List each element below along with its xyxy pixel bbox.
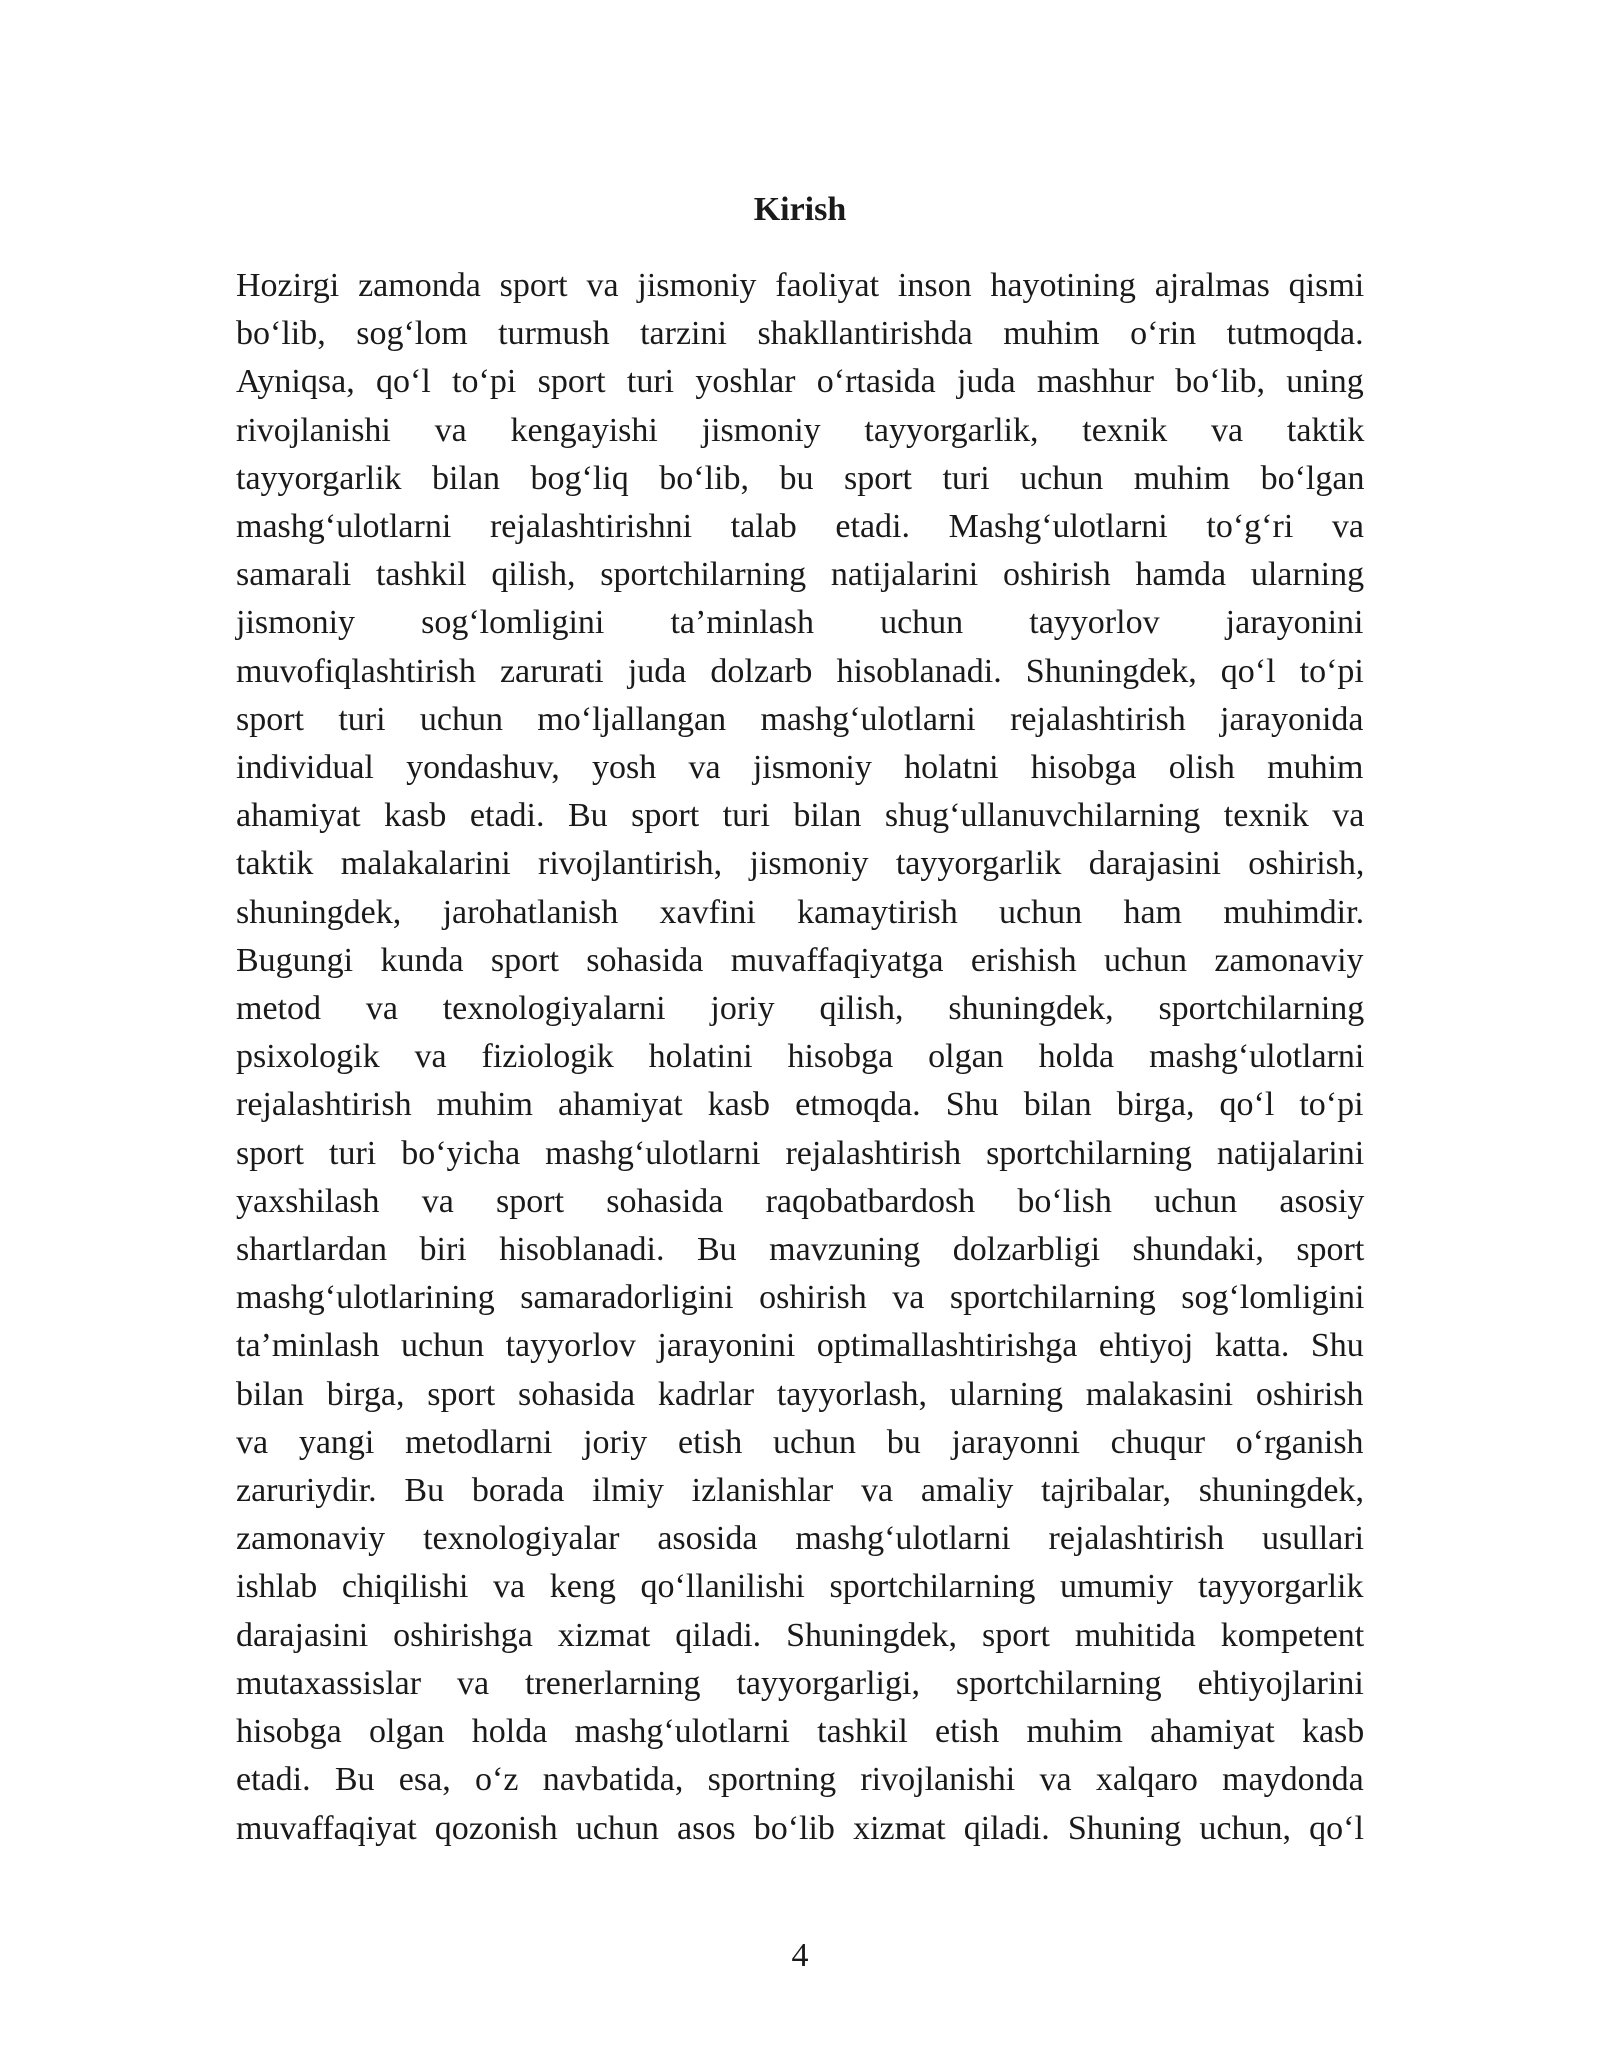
- text-line: sport turi bo‘yicha mashg‘ulotlarni rejalashtirish sportchilarning natijalarini: [236, 1134, 1365, 1172]
- text-line: zaruriydir. Bu borada ilmiy izlanishlar va amaliy tajribalar, shuningdek,: [236, 1472, 1364, 1510]
- text-line: bo‘lib, sog‘lom turmush tarzini shakllantirishda muhim o‘rin tutmoqda.: [236, 315, 1364, 353]
- text-line: sport turi uchun mo‘ljallangan mashg‘ulotlarni rejalashtirish jarayonida: [236, 700, 1364, 738]
- text-line: ishlab chiqilishi va keng qo‘llanilishi sportchilarning umumiy tayyorgarlik: [236, 1568, 1364, 1606]
- text-line: taktik malakalarini rivojlantirish, jismoniy tayyorgarlik darajasini oshirish,: [236, 845, 1365, 883]
- text-line: zamonaviy texnologiyalar asosida mashg‘ulotlarni rejalashtirish usullari: [236, 1520, 1365, 1558]
- text-line: metod va texnologiyalarni joriy qilish, shuningdek, sportchilarning: [236, 990, 1365, 1028]
- text-line: ahamiyat kasb etadi. Bu sport turi bilan shug‘ullanuvchilarning texnik va: [236, 797, 1365, 835]
- text-line: psixologik va fiziologik holatini hisobga olgan holda mashg‘ulotlarni: [236, 1038, 1365, 1076]
- text-line: muvofiqlashtirish zarurati juda dolzarb hisoblanadi. Shuningdek, qo‘l to‘pi: [236, 652, 1364, 690]
- text-line: yaxshilash va sport sohasida raqobatbardosh bo‘lish uchun asosiy: [236, 1182, 1365, 1220]
- text-line: individual yondashuv, yosh va jismoniy holatni hisobga olish muhim: [236, 749, 1364, 787]
- page-title: Kirish: [753, 191, 847, 228]
- text-line: tayyorgarlik bilan bog‘liq bo‘lib, bu sport turi uchun muhim bo‘lgan: [236, 459, 1365, 497]
- text-line: bilan birga, sport sohasida kadrlar tayyorlash, ularning malakasini oshirish: [236, 1375, 1364, 1413]
- text-line: va yangi metodlarni joriy etish uchun bu jarayonni chuqur o‘rganish: [236, 1423, 1364, 1461]
- text-line: Bugungi kunda sport sohasida muvaffaqiyatga erishish uchun zamonaviy: [236, 941, 1364, 979]
- page-number: 4: [791, 1937, 809, 1974]
- text-line: jismoniy sog‘lomligini ta’minlash uchun tayyorlov jarayonini: [236, 604, 1364, 642]
- text-line: Ayniqsa, qo‘l to‘pi sport turi yoshlar o‘rtasida juda mashhur bo‘lib, uning: [236, 363, 1364, 401]
- text-line: samarali tashkil qilish, sportchilarning natijalarini oshirish hamda ularning: [236, 556, 1365, 594]
- text-line: shuningdek, jarohatlanish xavfini kamaytirish uchun ham muhimdir.: [236, 893, 1365, 931]
- text-line: darajasini oshirishga xizmat qiladi. Shuningdek, sport muhitida kompetent: [236, 1616, 1365, 1654]
- text-line: hisobga olgan holda mashg‘ulotlarni tashkil etish muhim ahamiyat kasb: [236, 1713, 1365, 1751]
- text-line: muvaffaqiyat qozonish uchun asos bo‘lib xizmat qiladi. Shuning uchun, qo‘l: [236, 1809, 1364, 1847]
- text-line: rivojlanishi va kengayishi jismoniy tayyorgarlik, texnik va taktik: [236, 411, 1365, 449]
- text-line: mashg‘ulotlarining samaradorligini oshirish va sportchilarning sog‘lomligini: [236, 1279, 1365, 1317]
- text-line: rejalashtirish muhim ahamiyat kasb etmoqda. Shu bilan birga, qo‘l to‘pi: [236, 1086, 1364, 1124]
- text-line: mutaxassislar va trenerlarning tayyorgarligi, sportchilarning ehtiyojlarini: [236, 1664, 1364, 1702]
- text-line: Hozirgi zamonda sport va jismoniy faoliyat inson hayotining ajralmas qismi: [236, 267, 1365, 304]
- text-line: shartlardan biri hisoblanadi. Bu mavzuning dolzarbligi shundaki, sport: [236, 1231, 1365, 1269]
- body-paragraph: [236, 262, 1364, 1853]
- text-line: ta’minlash uchun tayyorlov jarayonini optimallashtirishga ehtiyoj katta. Shu: [236, 1327, 1364, 1365]
- text-line: mashg‘ulotlarni rejalashtirishni talab etadi. Mashg‘ulotlarni to‘g‘ri va: [236, 508, 1365, 546]
- text-line: etadi. Bu esa, o‘z navbatida, sportning rivojlanishi va xalqaro maydonda: [236, 1761, 1364, 1799]
